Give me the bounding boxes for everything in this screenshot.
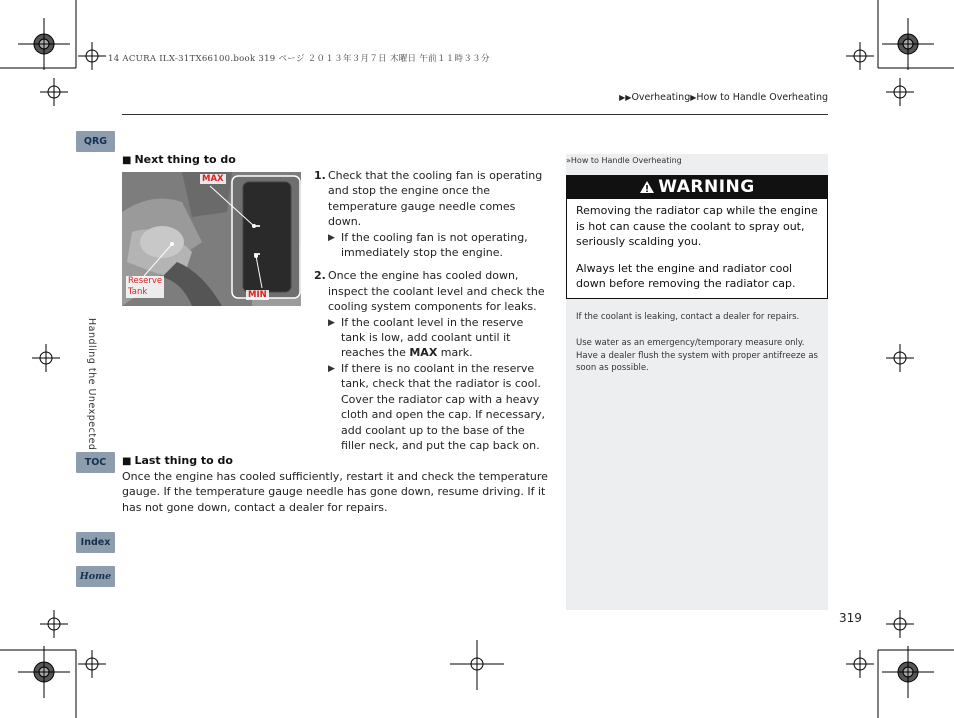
- breadcrumb-arrows: ▶▶: [619, 93, 632, 102]
- warning-paragraph-1: Removing the radiator cap while the engine is hot can cause the coolant to spray out, seriously scalding you.: [576, 204, 818, 248]
- print-header: 14 ACURA ILX-31TX66100.book 319 ページ ２０１３年３月７日 木曜日 午前１１時３３分: [108, 54, 490, 64]
- last-heading: [122, 454, 233, 467]
- triangle-bullet-icon: ▶: [328, 232, 335, 243]
- warning-paragraph-2: Always let the engine and radiator cool down before removing the radiator cap.: [576, 261, 796, 290]
- warning-header: [566, 175, 828, 199]
- note-leak: If the coolant is leaking, contact a dealer for repairs.: [576, 312, 800, 322]
- reserve-tank-label: Reserve Tank: [128, 276, 163, 297]
- max-mark-bold: MAX: [409, 346, 438, 360]
- toc-button[interactable]: TOC: [76, 452, 115, 473]
- warning-title: WARNING: [658, 177, 755, 197]
- breadcrumb-arrow: ▶: [690, 93, 697, 102]
- last-text: Once the engine has cooled sufficiently, restart it and check the temperature gauge. If the temperature gauge needle has gone down, resume driving. If it has not gone down, contact a dealer for repairs.: [122, 470, 548, 514]
- breadcrumb: [619, 92, 828, 103]
- step-2-sub-2: [328, 361, 550, 453]
- square-bullet-icon: ■: [122, 456, 132, 467]
- square-bullet-icon: ■: [122, 155, 132, 166]
- step-2-sub-1: [328, 315, 550, 361]
- engine-photo: [122, 172, 301, 306]
- step-1-sub-text: If the cooling fan is not operating, immediately stop the engine.: [341, 230, 528, 260]
- min-label: MIN: [248, 290, 267, 300]
- step-1: [314, 168, 550, 230]
- step-2-number: 2.: [314, 269, 326, 283]
- panel-title: [566, 156, 682, 165]
- max-label: MAX: [202, 174, 224, 184]
- breadcrumb-current: How to Handle Overheating: [696, 92, 828, 103]
- header-rule: [122, 114, 828, 115]
- qrg-button[interactable]: QRG: [76, 131, 115, 152]
- page-number: 319: [839, 611, 862, 625]
- step-1-number: 1.: [314, 169, 326, 182]
- step-2-sub-1-text: [341, 315, 550, 361]
- warning-triangle-icon: [639, 180, 655, 194]
- step-1-sub: [328, 230, 550, 261]
- index-button[interactable]: Index: [76, 532, 115, 553]
- warning-text: [576, 203, 822, 292]
- step-2-sub-1-a: If the coolant level in the reserve tank is low, add coolant until it reaches the: [341, 315, 524, 360]
- triangle-bullet-icon: ▶: [328, 363, 335, 374]
- step-2-sub-2-text: If there is no coolant in the reserve tank, check that the radiator is cool. Cover the radiator cap with a heavy cloth and open the cap. If necessary, add coolant up to the base of the filler neck, and put the cap back on.: [341, 361, 545, 452]
- double-chevron-icon: »: [566, 156, 571, 165]
- steps-list: [314, 168, 550, 453]
- step-2: [314, 268, 550, 314]
- triangle-bullet-icon: ▶: [328, 317, 335, 328]
- note-water: Use water as an emergency/temporary measure only. Have a dealer flush the system with proper antifreeze as soon as possible.: [576, 338, 818, 373]
- next-heading-text: Next thing to do: [134, 153, 236, 166]
- panel-title-text: How to Handle Overheating: [570, 156, 682, 165]
- section-label: Handling the Unexpected: [86, 318, 97, 451]
- step-2-text: Once the engine has cooled down, inspect the coolant level and check the cooling system components for leaks.: [328, 269, 545, 314]
- home-button[interactable]: Home: [76, 566, 115, 587]
- breadcrumb-link-overheating[interactable]: Overheating: [631, 92, 691, 103]
- last-heading-text: Last thing to do: [134, 454, 233, 467]
- step-1-text: Check that the cooling fan is operating and stop the engine once the temperature gauge needle comes down.: [328, 169, 543, 229]
- step-2-sub-1-b: mark.: [437, 346, 473, 360]
- next-heading: [122, 153, 236, 166]
